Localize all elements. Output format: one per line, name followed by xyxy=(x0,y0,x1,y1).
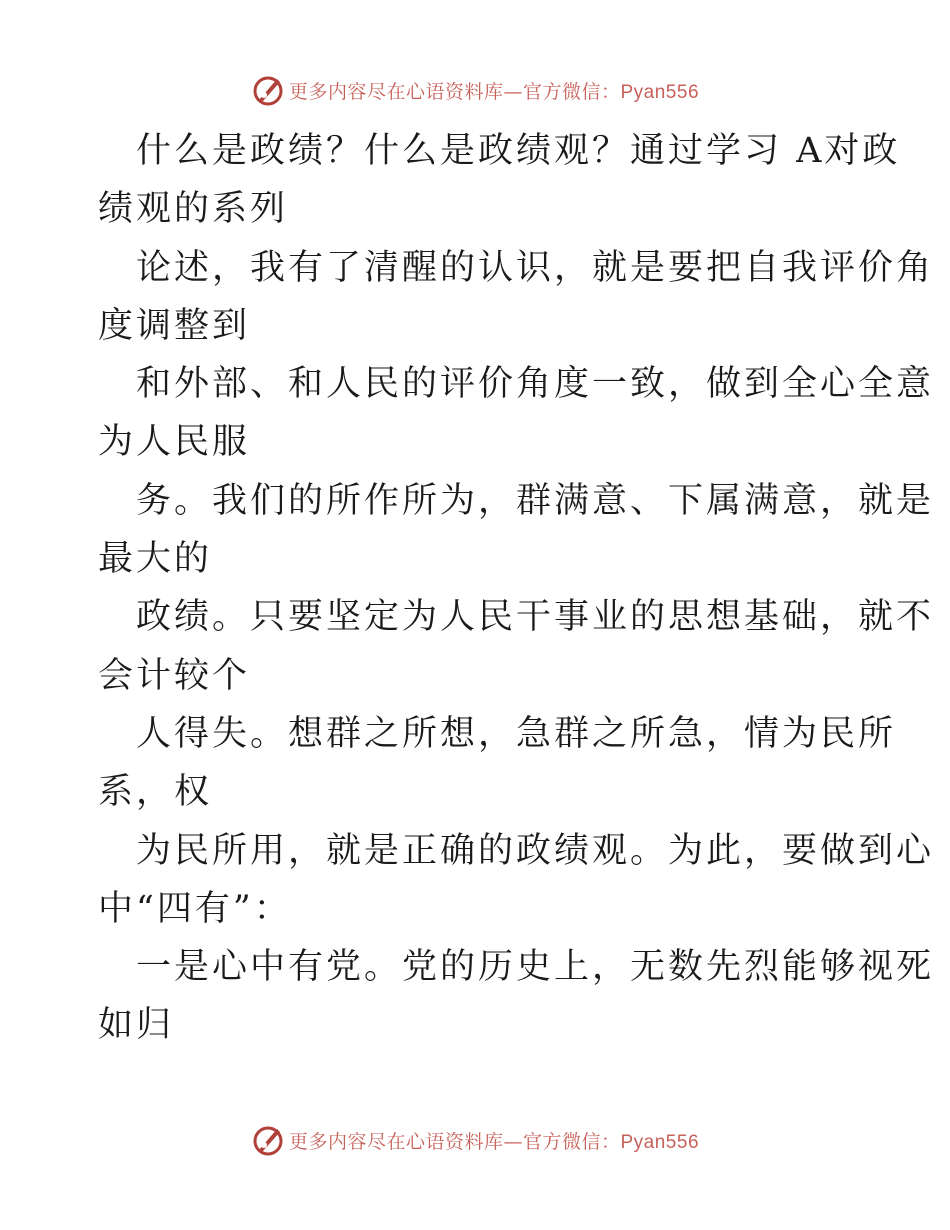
body-line: 为民所用，就是正确的政绩观。为此，要做到心 xyxy=(136,830,935,871)
banner-wechat-id: Pyan556 xyxy=(620,81,700,103)
document-body xyxy=(98,122,935,1055)
quill-logo-icon xyxy=(251,1123,285,1157)
banner-wechat-id: Pyan556 xyxy=(620,1131,700,1153)
body-line: 如归 xyxy=(98,1005,175,1046)
banner-wechat: 官方微信： xyxy=(522,1130,621,1153)
body-line: 度调整到 xyxy=(98,305,251,346)
body-line: 和外部、和人民的评价角度一致，做到全心全意 xyxy=(136,364,935,405)
body-line: 中“四有”： xyxy=(98,888,292,929)
body-line: 系，权 xyxy=(98,772,213,813)
header-banner xyxy=(0,70,950,110)
body-line: 为人民服 xyxy=(98,422,251,463)
body-line: 一是心中有党。党的历史上，无数先烈能够视死 xyxy=(136,947,935,988)
body-line: 最大的 xyxy=(98,539,213,580)
footer-banner xyxy=(0,1120,950,1160)
body-line: 人得失。想群之所想，急群之所急，情为民所 xyxy=(136,713,897,754)
body-line: 会计较个 xyxy=(98,655,251,696)
body-line: 论述，我有了清醒的认识，就是要把自我评价角 xyxy=(136,247,935,288)
banner-text xyxy=(289,77,699,104)
banner-main: 更多内容尽在心语资料库 xyxy=(288,1130,504,1153)
body-line: 政绩。只要坚定为人民干事业的思想基础，就不 xyxy=(136,597,935,638)
banner-wechat: 官方微信： xyxy=(522,80,621,103)
body-line: 务。我们的所作所为，群满意、下属满意，就是 xyxy=(136,480,935,521)
body-line: 什么是政绩？什么是政绩观？通过学习 A对政 xyxy=(136,131,901,171)
banner-main: 更多内容尽在心语资料库 xyxy=(288,80,504,103)
banner-dash: — xyxy=(503,1130,523,1153)
banner-text xyxy=(289,1127,699,1154)
body-line: 绩观的系列 xyxy=(98,189,289,230)
banner-dash: — xyxy=(503,80,523,103)
quill-logo-icon xyxy=(251,73,285,107)
